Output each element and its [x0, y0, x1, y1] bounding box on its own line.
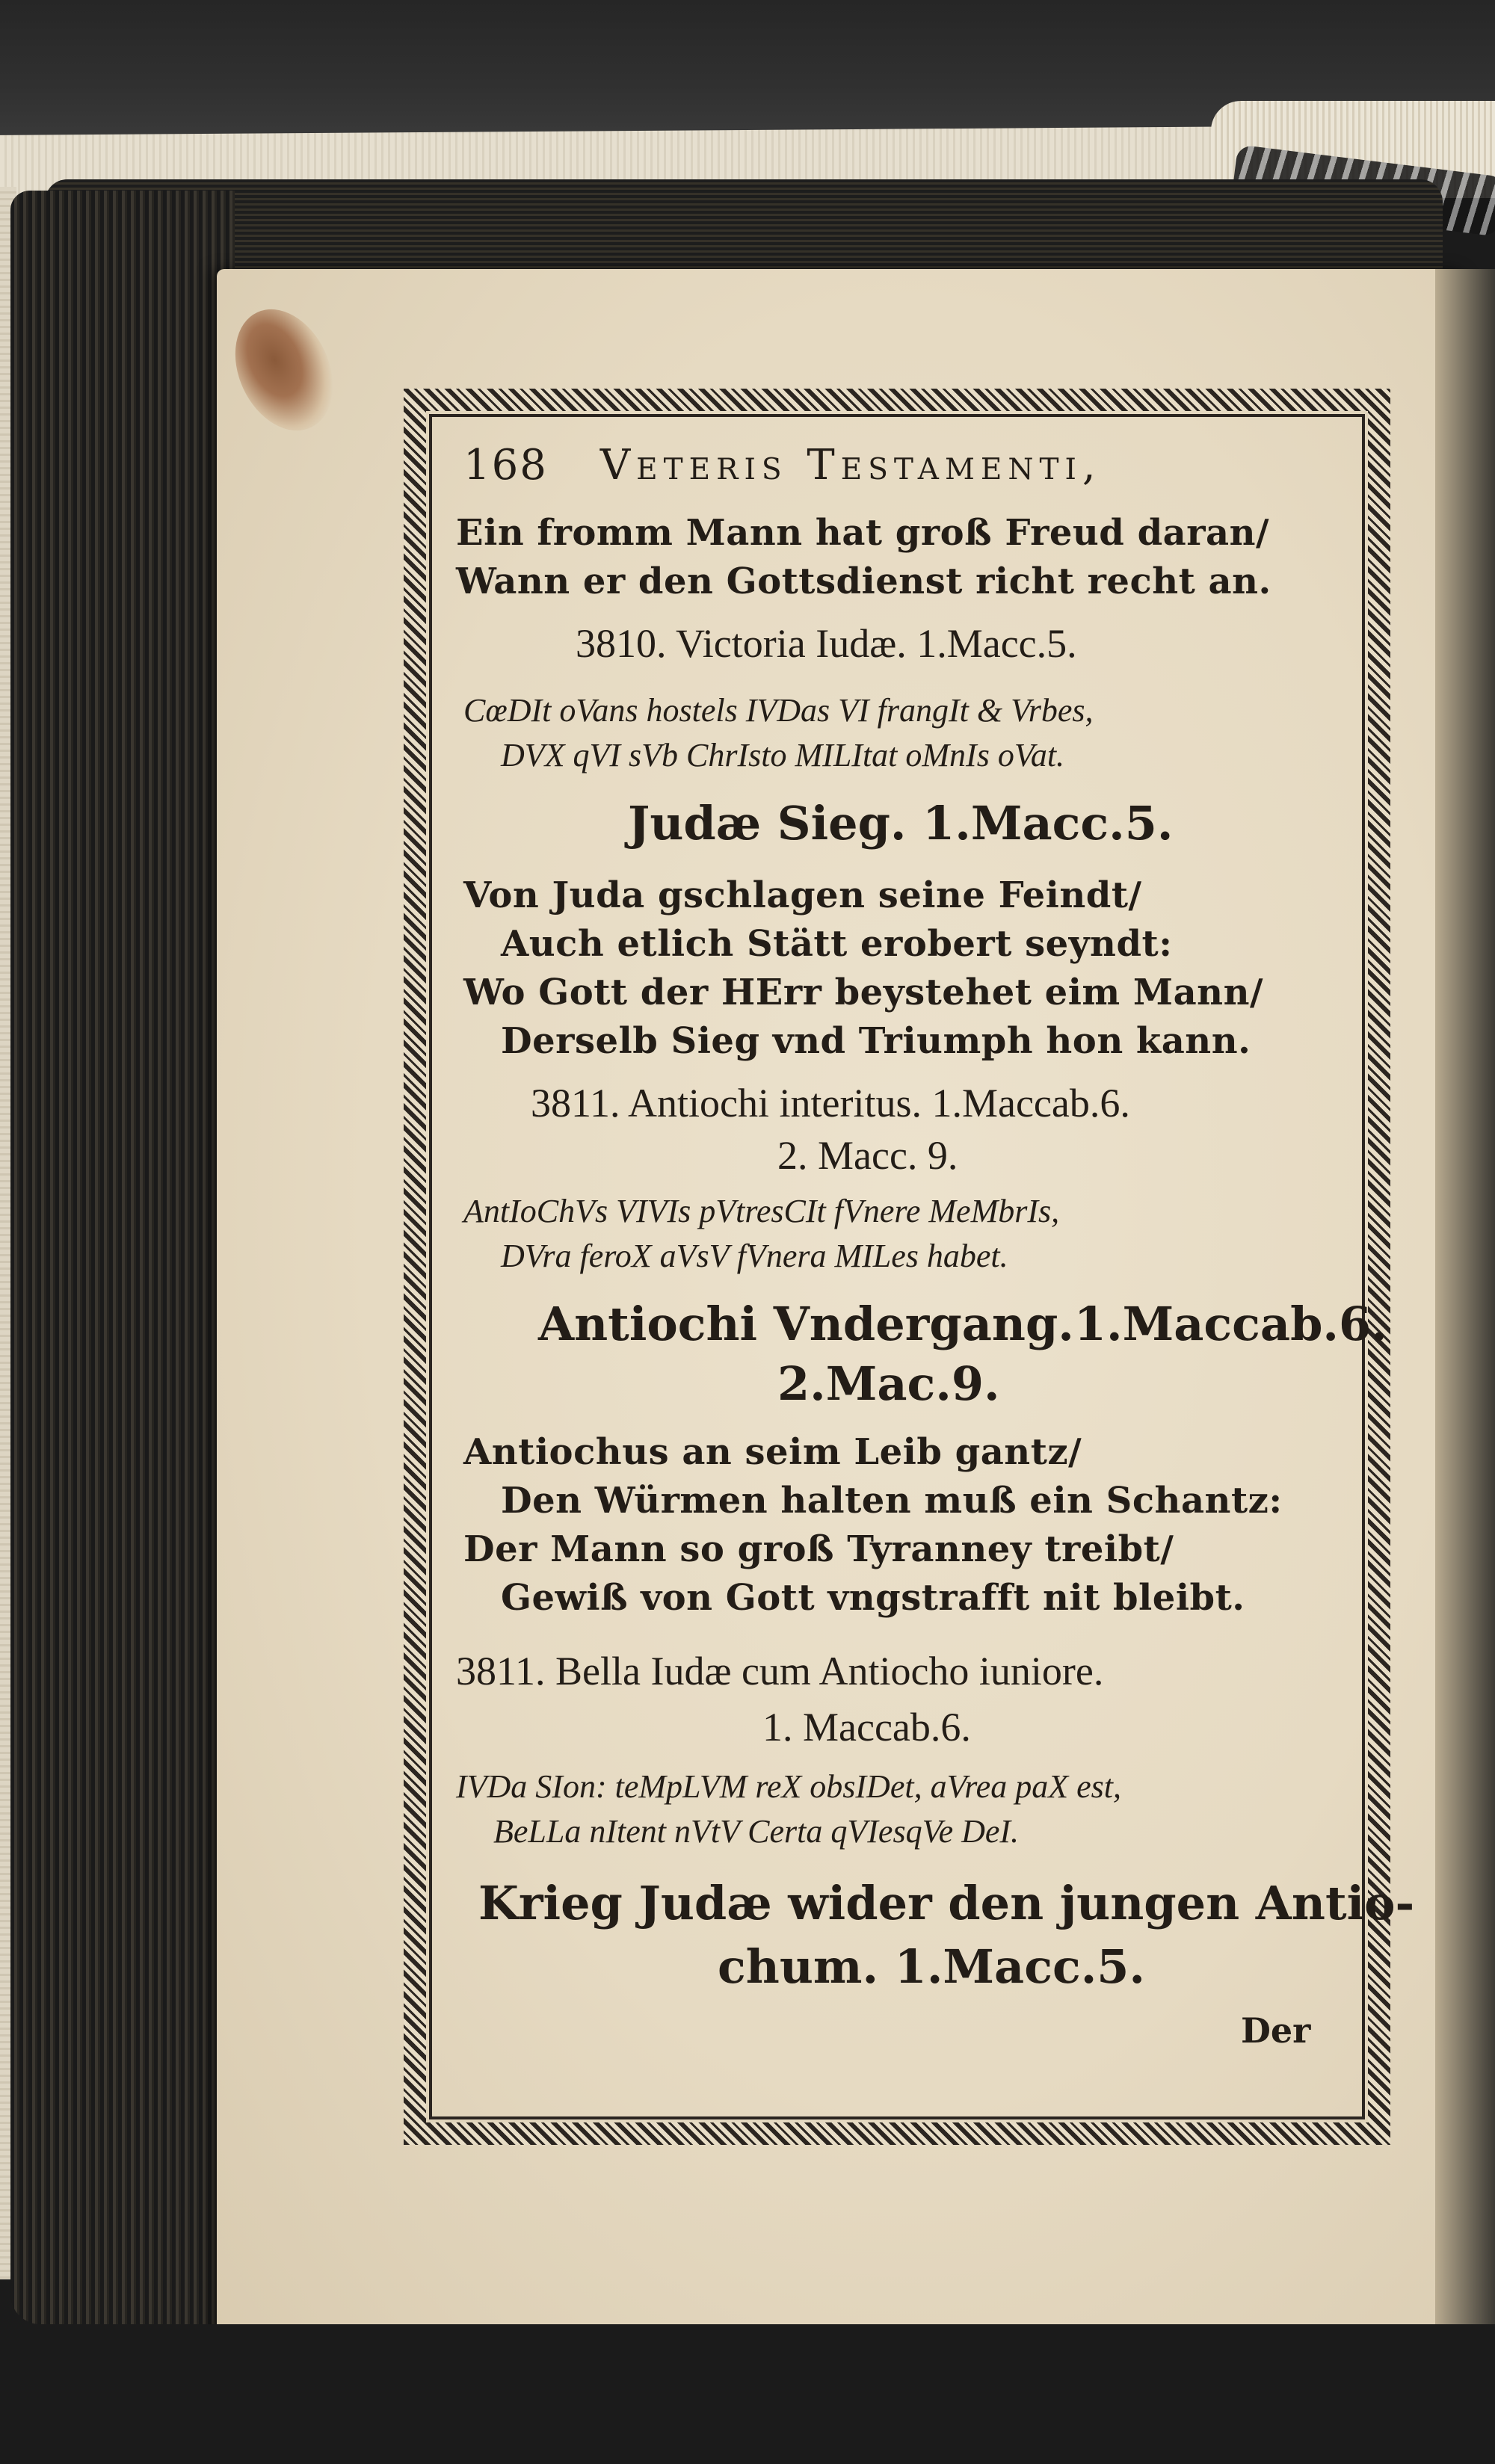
german-verse-line: Wo Gott der HErr beystehet eim Mann/ [463, 972, 1263, 1013]
german-verse-line: Von Juda gschlagen seine Feindt/ [463, 874, 1142, 916]
intro-verse-line: Ein fromm Mann hat groß Freud daran/ [456, 512, 1270, 554]
german-title: Antiochi Vndergang.1.Maccab.6. [538, 1297, 1387, 1351]
latin-verse-line: AntIoChVs VIVIs pVtresCIt fVnere MeMbrIs, [463, 1193, 1060, 1229]
german-title: 2.Mac.9. [777, 1356, 1000, 1411]
page-gutter-shadow [1435, 269, 1495, 2347]
latin-verse-line: BeLLa nItent nVtV Certa qVIesqVe DeI. [493, 1813, 1020, 1850]
entry-heading: 3811. Antiochi interitus. 1.Maccab.6. [531, 1081, 1130, 1126]
entry-heading: 3810. Victoria Iudæ. 1.Macc.5. [576, 621, 1077, 666]
german-verse-line: Derselb Sieg vnd Triumph hon kann. [501, 1020, 1251, 1062]
german-verse-line: Der Mann so groß Tyranney treibt/ [463, 1528, 1174, 1570]
entry-heading: 3811. Bella Iudæ cum Antiocho iuniore. [456, 1649, 1104, 1693]
book-page-edges [10, 191, 235, 2324]
german-verse-line: Auch etlich Stätt erobert seyndt: [501, 923, 1173, 965]
running-title: Veteris Testamenti, [599, 441, 1102, 490]
book-top-edge [45, 179, 1443, 277]
german-verse-line: Gewiß von Gott vngstrafft nit bleibt. [501, 1577, 1245, 1619]
entry-heading: 2. Macc. 9. [777, 1133, 958, 1178]
entry-heading: 1. Maccab.6. [762, 1705, 971, 1750]
latin-verse-line: DVX qVI sVb ChrIsto MILItat oMnIs oVat. [501, 737, 1065, 774]
running-head [463, 441, 1102, 490]
latin-verse-line: IVDa SIon: teMpLVM reX obsIDet, aVrea paX est, [456, 1768, 1121, 1805]
german-title: chum. 1.Macc.5. [718, 1939, 1146, 1994]
german-title: Krieg Judæ wider den jungen Antio- [478, 1876, 1415, 1930]
background-bottom [0, 2324, 1495, 2464]
intro-verse-line: Wann er den Gottsdienst richt recht an. [456, 561, 1271, 602]
page-number: 168 [463, 441, 548, 490]
catchword: Der [1241, 2010, 1311, 2051]
latin-verse-line: DVra feroX aVsV fVnera MILes habet. [501, 1238, 1008, 1274]
german-verse-line: Antiochus an seim Leib gantz/ [463, 1431, 1082, 1473]
latin-verse-line: CœDIt oVans hostels IVDas VI frangIt & Vrbes, [463, 692, 1094, 729]
german-verse-line: Den Würmen halten muß ein Schantz: [501, 1480, 1283, 1522]
german-title: Judæ Sieg. 1.Macc.5. [628, 796, 1174, 850]
